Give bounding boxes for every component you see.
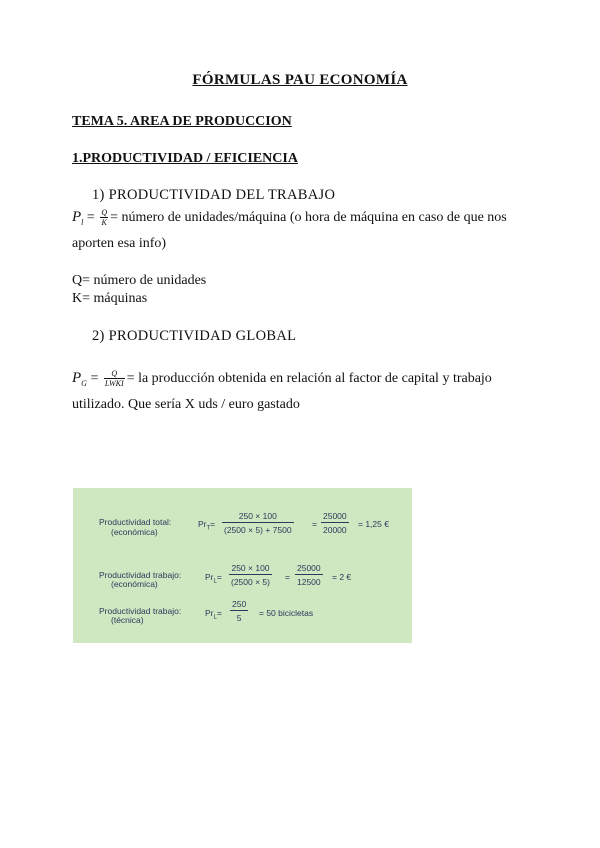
k-definition: K= máquinas (72, 291, 148, 306)
row3-label: Productividad trabajo: (99, 606, 182, 616)
formula-description: = la producción obtenida en relación al factor de capital y trabajo (126, 371, 492, 386)
row2-fraction: 250 × 100 (2500 × 5) (231, 563, 270, 587)
row3-symbol: $Pr_L=$ (205, 608, 222, 621)
row3-fraction: 250 5 (232, 599, 247, 623)
formula-description: = número de unidades/máquina (o hora de máquina en caso de que nos (110, 210, 507, 225)
formula-symbol: $P_l$ (72, 209, 84, 227)
row1-symbol: $Pr_T=$ (198, 519, 216, 532)
row3-result: = 50 bicicletas (259, 608, 314, 618)
prod-trabajo-formula: $P_l$ = $\frac{Q}{K}$ = número de unidades/máquina (o hora de máquina en caso de que nos (72, 208, 507, 228)
row1-fraction: 250 × 100 (2500 × 5) + 7500 (224, 511, 292, 535)
row2-fraction2: 25000 12500 (297, 563, 321, 587)
row2-equals: = (285, 572, 290, 582)
document-title: FÓRMULAS PAU ECONOMÍA (192, 72, 408, 88)
row3-sublabel: (técnica) (111, 615, 144, 625)
row2-sublabel: (económica) (111, 579, 158, 589)
prod-trabajo-desc-cont: aporten esa info) (72, 236, 167, 251)
row1-label: Productividad total: (99, 517, 172, 527)
row1-sublabel: (económica) (111, 527, 158, 537)
example-image-box (73, 488, 412, 643)
prod-trabajo-heading: 1) PRODUCTIVIDAD DEL TRABAJO (92, 187, 336, 203)
row1-equals: = (312, 519, 317, 529)
row2-label: Productividad trabajo: (99, 570, 182, 580)
prod-global-heading: 2) PRODUCTIVIDAD GLOBAL (92, 328, 297, 344)
row2-symbol: $Pr_L=$ (205, 572, 222, 585)
tema-heading: TEMA 5. AREA DE PRODUCCION (72, 114, 292, 129)
prod-global-formula: $P_G$ = $\frac{Q}{\text{LWKI}}$ = la producción obtenida en relación al factor de capital y trabajo (72, 369, 492, 389)
prod-global-desc-cont: utilizado. Que sería X uds / euro gastado (72, 397, 300, 412)
formula-symbol: $P_G$ (72, 370, 87, 388)
formula-fraction: $\frac{Q}{\text{LWKI}}$ (104, 369, 124, 389)
row2-result: = 2 € (332, 572, 352, 582)
row1-result: = 1,25 € (358, 519, 389, 529)
formula-fraction: $\frac{Q}{K}$ (101, 208, 108, 228)
section-heading: 1.PRODUCTIVIDAD / EFICIENCIA (72, 151, 298, 166)
q-definition: Q= número de unidades (72, 273, 207, 288)
row1-fraction2: 25000 20000 (323, 511, 347, 535)
